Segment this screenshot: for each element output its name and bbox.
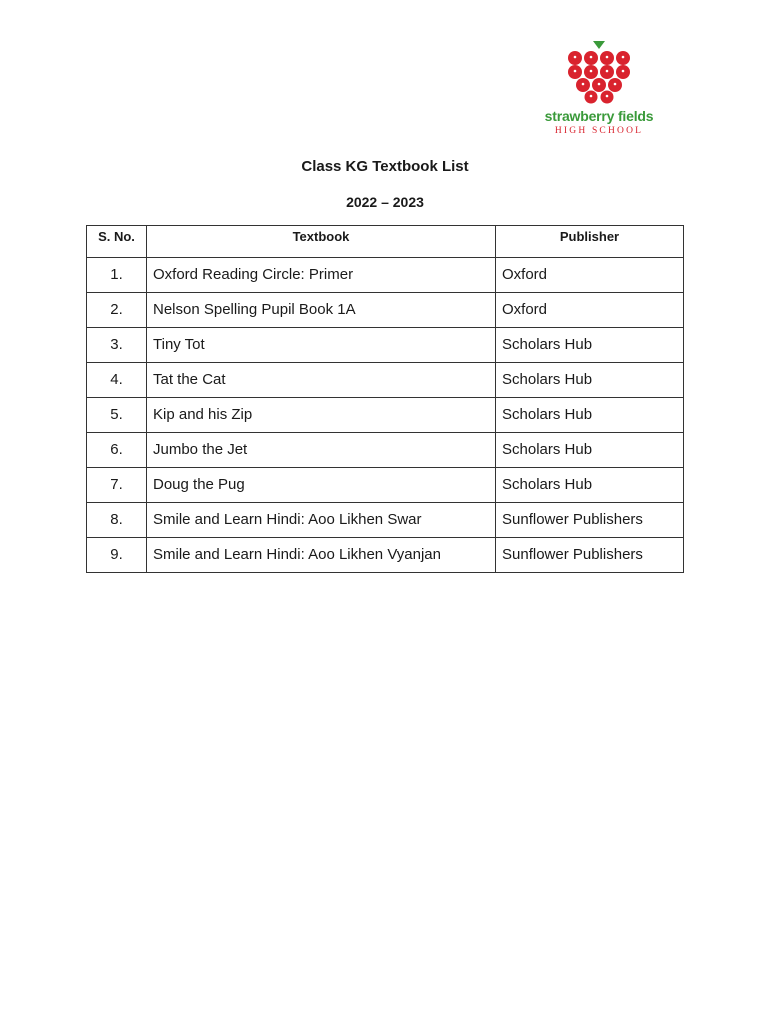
row-number: 2. — [87, 293, 147, 328]
row-textbook: Jumbo the Jet — [147, 433, 496, 468]
table-row — [87, 293, 684, 328]
row-number: 7. — [87, 468, 147, 503]
strawberry-icon — [540, 38, 658, 108]
row-publisher: Scholars Hub — [496, 398, 684, 433]
row-publisher: Scholars Hub — [496, 328, 684, 363]
row-publisher: Scholars Hub — [496, 363, 684, 398]
row-publisher: Scholars Hub — [496, 433, 684, 468]
row-number: 8. — [87, 503, 147, 538]
row-number: 9. — [87, 538, 147, 573]
header-textbook: Textbook — [147, 226, 496, 258]
row-publisher: Oxford — [496, 293, 684, 328]
table-row — [87, 468, 684, 503]
row-publisher: Oxford — [496, 258, 684, 293]
row-textbook: Tiny Tot — [147, 328, 496, 363]
school-logo — [540, 38, 658, 138]
row-textbook: Doug the Pug — [147, 468, 496, 503]
table-row — [87, 398, 684, 433]
row-textbook: Kip and his Zip — [147, 398, 496, 433]
table-row — [87, 433, 684, 468]
row-textbook: Smile and Learn Hindi: Aoo Likhen Swar — [147, 503, 496, 538]
row-number: 3. — [87, 328, 147, 363]
table-row — [87, 363, 684, 398]
row-number: 4. — [87, 363, 147, 398]
textbook-table — [86, 225, 684, 573]
row-publisher: Scholars Hub — [496, 468, 684, 503]
row-textbook: Oxford Reading Circle: Primer — [147, 258, 496, 293]
row-publisher: Sunflower Publishers — [496, 503, 684, 538]
table-row — [87, 258, 684, 293]
table-row — [87, 503, 684, 538]
academic-year: 2022 – 2023 — [346, 194, 424, 210]
logo-name: strawberry fields — [544, 108, 654, 124]
row-textbook: Smile and Learn Hindi: Aoo Likhen Vyanjan — [147, 538, 496, 573]
table-row — [87, 328, 684, 363]
row-textbook: Nelson Spelling Pupil Book 1A — [147, 293, 496, 328]
row-textbook: Tat the Cat — [147, 363, 496, 398]
logo-subtitle: HIGH SCHOOL — [554, 126, 644, 136]
table-header-row — [87, 226, 684, 258]
row-publisher: Sunflower Publishers — [496, 538, 684, 573]
header-serial-number: S. No. — [87, 226, 147, 258]
row-number: 5. — [87, 398, 147, 433]
page-title: Class KG Textbook List — [301, 158, 469, 175]
row-number: 1. — [87, 258, 147, 293]
table-row — [87, 538, 684, 573]
header-publisher: Publisher — [496, 226, 684, 258]
row-number: 6. — [87, 433, 147, 468]
